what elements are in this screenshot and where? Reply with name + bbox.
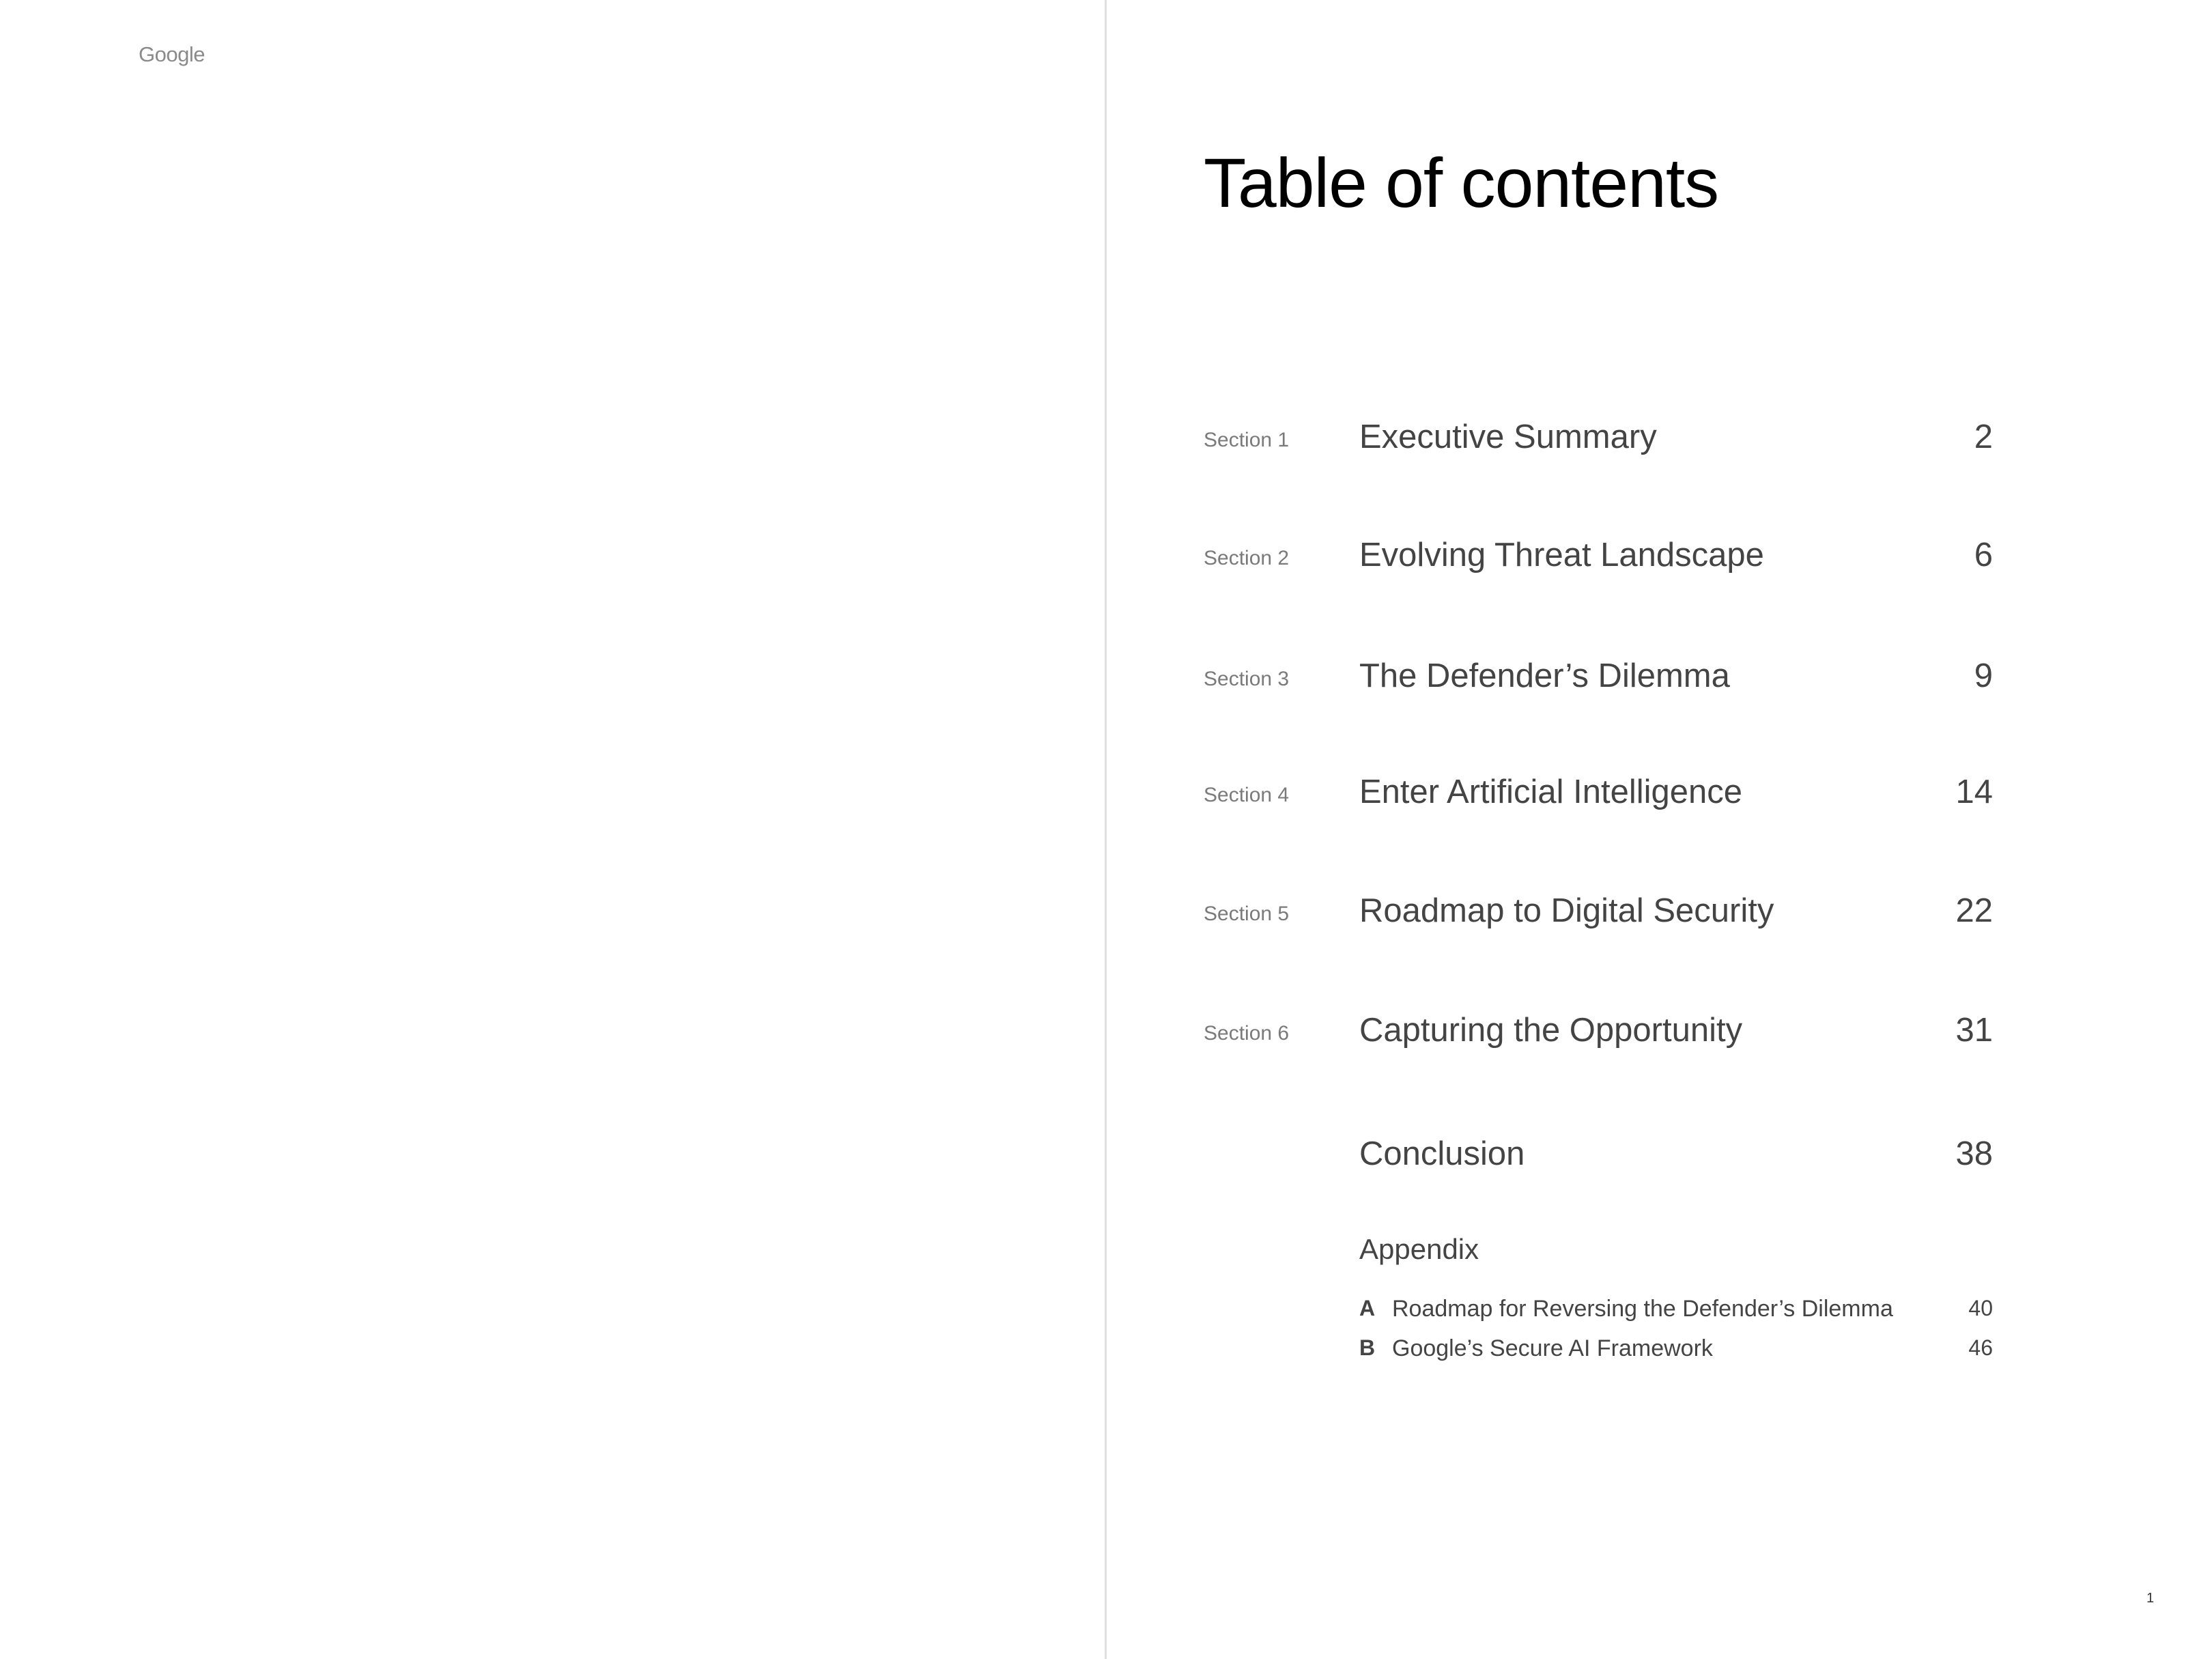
section-label: Section 3 bbox=[1204, 668, 1290, 690]
appendix-item-b[interactable] bbox=[1359, 1335, 1996, 1368]
section-label: Section 2 bbox=[1204, 547, 1290, 569]
section-label: Section 1 bbox=[1204, 429, 1290, 451]
entry-title[interactable]: Capturing the Opportunity bbox=[1359, 1012, 1743, 1049]
entry-title[interactable]: Enter Artificial Intelligence bbox=[1359, 774, 1743, 810]
appendix-item-a[interactable] bbox=[1359, 1296, 1996, 1329]
page-title: Table of contents bbox=[1204, 144, 1719, 222]
entry-page-number: 2 bbox=[1974, 419, 1993, 455]
right-page bbox=[1107, 0, 2212, 1659]
entry-page-number: 9 bbox=[1974, 657, 1993, 694]
appendix-title[interactable]: Roadmap for Reversing the Defender’s Dilemma bbox=[1392, 1296, 1893, 1322]
entry-page-number: 14 bbox=[1955, 774, 1993, 810]
section-label: Section 4 bbox=[1204, 784, 1290, 806]
toc-entry-section-1[interactable] bbox=[1204, 406, 1996, 460]
entry-title[interactable]: Executive Summary bbox=[1359, 419, 1657, 455]
entry-page-number: 38 bbox=[1955, 1135, 1993, 1172]
appendix-page-number: 40 bbox=[1968, 1296, 1993, 1320]
toc-entry-section-6[interactable] bbox=[1204, 999, 1996, 1053]
section-label: Section 5 bbox=[1204, 903, 1290, 925]
entry-page-number: 31 bbox=[1955, 1012, 1993, 1049]
toc-entry-section-5[interactable] bbox=[1204, 879, 1996, 934]
left-page bbox=[0, 0, 1105, 1659]
entry-title[interactable]: Conclusion bbox=[1359, 1135, 1525, 1172]
toc-entry-section-2[interactable] bbox=[1204, 524, 1996, 578]
entry-title[interactable]: Evolving Threat Landscape bbox=[1359, 537, 1764, 573]
appendix-title[interactable]: Google’s Secure AI Framework bbox=[1392, 1335, 1713, 1361]
appendix-heading: Appendix bbox=[1359, 1233, 1479, 1265]
entry-page-number: 22 bbox=[1955, 892, 1993, 929]
entry-title[interactable]: The Defender’s Dilemma bbox=[1359, 657, 1730, 694]
appendix-letter: A bbox=[1359, 1296, 1376, 1320]
page-number: 1 bbox=[2146, 1591, 2155, 1606]
appendix-page-number: 46 bbox=[1968, 1335, 1993, 1360]
entry-page-number: 6 bbox=[1974, 537, 1993, 573]
section-label: Section 6 bbox=[1204, 1022, 1290, 1045]
entry-title[interactable]: Roadmap to Digital Security bbox=[1359, 892, 1774, 929]
toc-entry-conclusion[interactable] bbox=[1204, 1122, 1996, 1177]
toc-entry-section-4[interactable] bbox=[1204, 761, 1996, 815]
google-logo: Google bbox=[139, 42, 205, 66]
toc-entry-section-3[interactable] bbox=[1204, 644, 1996, 699]
appendix-letter: B bbox=[1359, 1335, 1376, 1360]
